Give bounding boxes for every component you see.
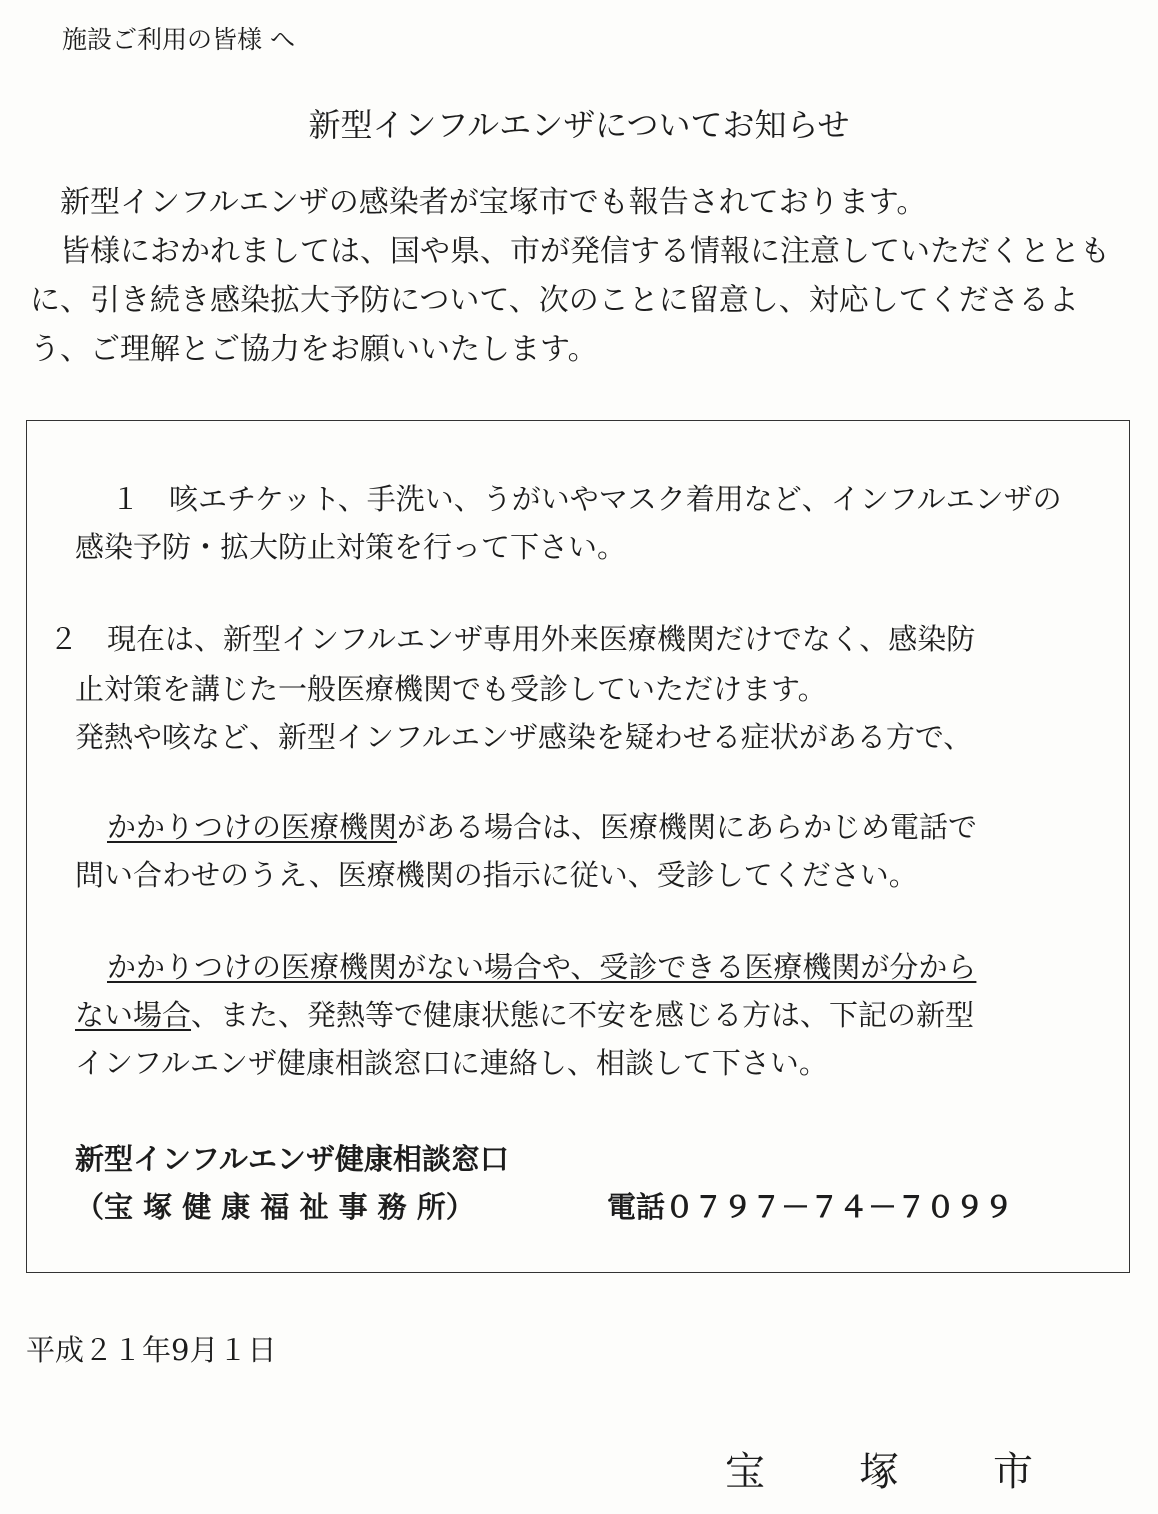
guidance-box [26,420,1130,1273]
contact-office: （宝 塚 健 康 福 祉 事 務 所） [75,1190,475,1224]
issuer-char-1: 宝 [725,1449,771,1495]
case-2-emphasis-2: ない場合 [75,998,192,1032]
case-1-emphasis: かかりつけの医療機関 [107,810,398,844]
contact-phone: 電話０７９７－７４－７０９９ [607,1190,1014,1224]
intro-text [30,178,1120,374]
case-2-line-3: インフルエンザ健康相談窓口に連絡し、相談して下さい。 [75,1046,828,1080]
item-2-line-1: ２ 現在は、新型インフルエンザ専用外来医療機関だけでなく、感染防 [49,622,976,656]
item-2-line-3: 発熱や咳など、新型インフルエンザ感染を疑わせる症状がある方で、 [75,720,973,754]
item-1-line-1: １ 咳エチケット、手洗い、うがいやマスク着用など、インフルエンザの [111,482,1062,516]
case-2-emphasis-1: かかりつけの医療機関がない場合や、受診できる医療機関が分から [107,950,977,984]
case-2-line-1 [107,945,976,986]
item-1-line-2: 感染予防・拡大防止対策を行って下さい。 [75,530,627,564]
case-1-line-2: 問い合わせのうえ、医療機関の指示に従い、受診してください。 [75,858,918,892]
contact-name: 新型インフルエンザ健康相談窓口 [75,1142,509,1176]
item-2-line-2: 止対策を講じた一般医療機関でも受診していただけます。 [75,672,827,706]
intro-paragraph-1: 新型インフルエンザの感染者が宝塚市でも報告されております。 [30,185,927,220]
intro-paragraph-2: 皆様におかれましては、国や県、市が発信する情報に注意していただくとともに、引き続き感染拡大予防について、次のことに留意し、対応してくださるよう、ご理解とご協力をお願いいたします。 [30,234,1110,367]
notice-title: 新型インフルエンザについてお知らせ [308,106,850,144]
issuer [725,1440,1039,1497]
issuer-char-2: 塚 [859,1449,905,1495]
case-1-line-1-rest: がある場合は、医療機関にあらかじめ電話で [397,810,978,844]
case-2-line-2 [75,993,974,1034]
case-2-line-2-rest: 、また、発熱等で健康状態に不安を感じる方は、下記の新型 [191,998,975,1032]
case-1-line-1 [107,805,977,846]
addressee: 施設ご利用の皆様 へ [62,25,295,54]
issuer-char-3: 市 [993,1449,1039,1495]
issue-date: 平成２１年9月１日 [26,1333,277,1367]
